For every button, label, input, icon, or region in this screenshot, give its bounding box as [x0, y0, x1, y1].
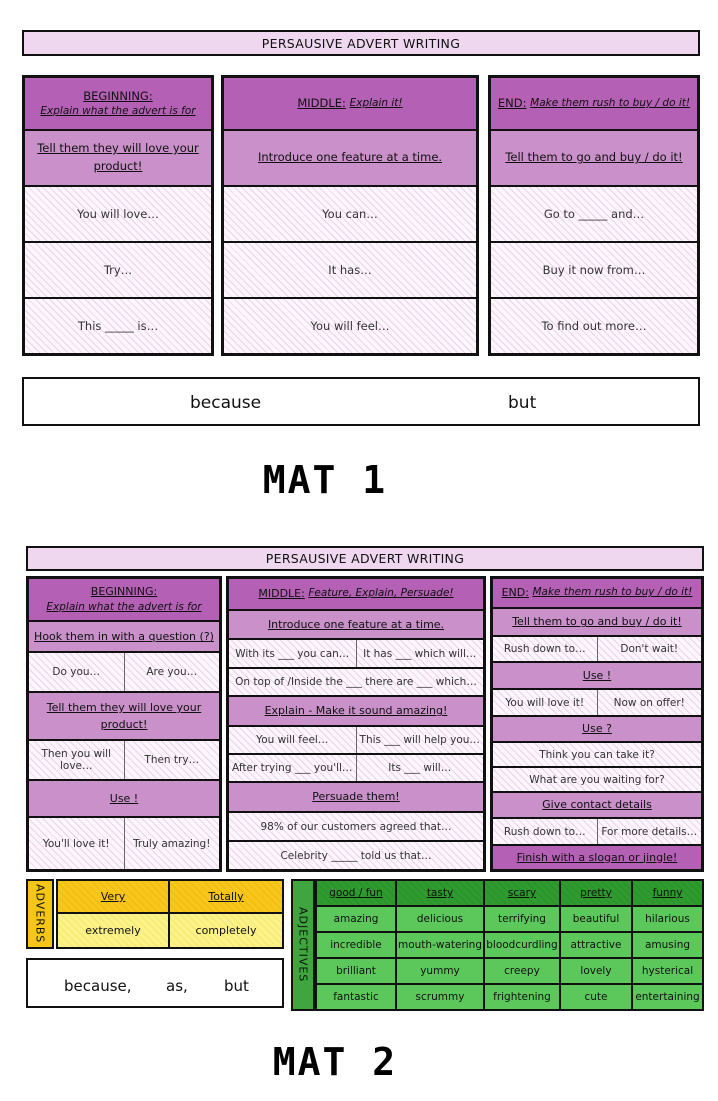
mat1-end-phrase: To find out more… — [491, 299, 697, 353]
mat2-label: MAT 2 — [272, 1040, 398, 1084]
mat2-adverb-header: Very — [58, 881, 170, 914]
mat2-use-exclaim-phrase: You will love it! — [493, 690, 598, 715]
mat1-beginning-heading: BEGINNING: — [83, 88, 153, 103]
mat2-adjectives-grid — [315, 879, 704, 1011]
mat2-beginning-subheading: Explain what the advert is for — [46, 600, 202, 613]
mat1-connectives-box — [22, 377, 700, 426]
mat2-use-question-heading: Use ? — [493, 717, 701, 743]
mat2-adjective-cell: terrifying — [485, 907, 559, 931]
mat2-go-buy-phrases — [493, 637, 701, 663]
mat2-use-exclaim-heading: Use ! — [493, 663, 701, 690]
mat1-connective: but — [508, 393, 537, 413]
mat2-middle-heading: MIDDLE: — [258, 587, 305, 601]
mat2-connective: as, — [166, 977, 188, 995]
mat2-adverbs-label-box — [26, 879, 54, 949]
mat2-adverbs-label: ADVERBS — [33, 884, 47, 944]
mat2-adjective-cell: scrummy — [397, 985, 483, 1009]
mat2-connectives-box — [26, 958, 284, 1008]
mat2-adjective-cell: hilarious — [633, 907, 702, 931]
mat2-persuade-heading: Persuade them! — [229, 783, 483, 813]
mat2-adjectives-label-box — [291, 879, 315, 1011]
mat2-slogan-heading: Finish with a slogan or jingle! — [493, 846, 701, 869]
mat2-explain-phrase: This ___ will help you… — [359, 734, 480, 746]
mat2-adjective-cell: hysterical — [633, 959, 702, 983]
mat2-explain-row1 — [229, 727, 483, 755]
mat2-introduce-phrase: It has ___ which will… — [363, 647, 477, 660]
mat1-end-phrase: Go to _____ and… — [491, 187, 697, 243]
mat2-use-question-phrase: Think you can take it? — [493, 743, 701, 768]
mat2-love-phrases — [29, 741, 219, 781]
mat2-adjective-cell: fantastic — [317, 985, 395, 1009]
mat1-middle-phrase: You will feel… — [224, 299, 476, 353]
mat2-adjective-cell: amusing — [633, 933, 702, 957]
mat2-connective: because, — [64, 977, 132, 995]
mat2-adverb-value: completely — [170, 914, 282, 947]
mat2-adjective-cell: entertaining — [633, 985, 702, 1009]
mat2-adjective-header: scary — [485, 881, 559, 905]
mat1-beginning-instruction: Tell them they will love your product! — [25, 131, 211, 187]
mat2-adjective-cell: incredible — [317, 933, 395, 957]
mat2-adjective-cell: mouth-watering — [397, 933, 483, 957]
mat2-explain-row2 — [229, 755, 483, 783]
mat1-beginning-phrase: This _____ is… — [25, 299, 211, 353]
mat2-beginning-column — [26, 576, 222, 872]
mat2-end-heading: END: — [501, 586, 529, 600]
mat1-connective: because — [190, 393, 262, 413]
mat2-use-exclaim-phrase: Now on offer! — [613, 696, 685, 709]
mat1-end-heading: END: — [497, 96, 527, 111]
mat2-adjective-cell: lovely — [561, 959, 631, 983]
mat2-explain-phrase: Its ___ will… — [388, 762, 452, 774]
mat1-middle-column — [221, 75, 479, 356]
mat2-middle-subheading: Feature, Explain, Persuade! — [308, 587, 454, 600]
mat1-end-column — [488, 75, 700, 356]
mat1-middle-phrase: You can… — [224, 187, 476, 243]
mat2-hook-phrases — [29, 653, 219, 693]
mat2-adverb-value: extremely — [58, 914, 170, 947]
mat2-adjective-header: tasty — [397, 881, 483, 905]
mat2-contact-phrase: Rush down to… — [493, 819, 598, 844]
mat2-adjectives-label: ADJECTIVES — [296, 907, 310, 983]
mat1-beginning-phrase: You will love… — [25, 187, 211, 243]
mat2-hook-phrase: Do you… — [29, 653, 125, 691]
mat2-hook-heading: Hook them in with a question (?) — [29, 622, 219, 653]
mat2-middle-header — [229, 579, 483, 611]
mat2-explain-heading: Explain - Make it sound amazing! — [229, 697, 483, 727]
mat1-end-phrase: Buy it now from… — [491, 243, 697, 299]
mat2-adjective-header: funny — [633, 881, 702, 905]
mat1-middle-heading: MIDDLE: — [297, 96, 346, 111]
mat1-beginning-subheading: Explain what the advert is for — [40, 105, 196, 118]
mat2-use-exclaim-phrases — [493, 690, 701, 717]
mat2-middle-column — [226, 576, 486, 872]
mat2-love-phrase: Then try… — [144, 754, 200, 766]
mat2-connective: but — [224, 977, 249, 995]
mat2-adjective-cell: delicious — [397, 907, 483, 931]
mat2-end-column — [490, 576, 704, 872]
mat2-adjective-header: good / fun — [317, 881, 395, 905]
mat1-middle-phrase: It has… — [224, 243, 476, 299]
mat1-label: MAT 1 — [262, 458, 388, 502]
mat2-use-phrases — [29, 818, 219, 869]
mat1-beginning-column — [22, 75, 214, 356]
mat2-explain-phrase: After trying ___ you'll… — [229, 755, 357, 781]
mat2-contact-phrases — [493, 819, 701, 846]
mat2-adjective-cell: creepy — [485, 959, 559, 983]
mat1-end-instruction: Tell them to go and buy / do it! — [491, 131, 697, 187]
mat2-adjective-header: pretty — [561, 881, 631, 905]
mat2-adverb-header: Totally — [170, 881, 282, 914]
mat2-hook-phrase: Are you… — [146, 666, 198, 678]
mat2-adjective-cell: attractive — [561, 933, 631, 957]
mat1-beginning-header — [25, 78, 211, 131]
mat2-love-heading: Tell them they will love your product! — [29, 693, 219, 741]
mat2-end-header — [493, 579, 701, 609]
mat2-adverbs-grid — [56, 879, 284, 949]
mat2-beginning-heading: BEGINNING: — [90, 584, 158, 598]
mat2-adjective-cell: yummy — [397, 959, 483, 983]
mat2-love-phrase: Then you will love… — [29, 741, 125, 779]
mat2-use-question-phrase: What are you waiting for? — [493, 768, 701, 793]
mat2-introduce-heading: Introduce one feature at a time. — [229, 611, 483, 640]
mat2-persuade-phrase: 98% of our customers agreed that… — [229, 813, 483, 842]
mat1-title: PERSAUSIVE ADVERT WRITING — [22, 30, 700, 56]
mat2-title: PERSAUSIVE ADVERT WRITING — [26, 546, 704, 571]
mat2-go-buy-phrase: Don't wait! — [620, 643, 679, 655]
mat2-contact-heading: Give contact details — [493, 793, 701, 819]
mat2-explain-phrase: You will feel… — [229, 727, 357, 753]
mat2-introduce-row2: On top of /Inside the ___ there are ___ which… — [229, 669, 483, 697]
mat1-middle-instruction: Introduce one feature at a time. — [224, 131, 476, 187]
mat1-beginning-phrase: Try… — [25, 243, 211, 299]
mat2-use-phrase: Truly amazing! — [133, 837, 211, 850]
mat1-end-header — [491, 78, 697, 131]
mat2-contact-phrase: For more details… — [601, 825, 698, 838]
mat2-go-buy-heading: Tell them to go and buy / do it! — [493, 609, 701, 637]
mat2-adjective-cell: brilliant — [317, 959, 395, 983]
mat1-middle-subheading: Explain it! — [349, 96, 403, 109]
mat2-adjective-cell: amazing — [317, 907, 395, 931]
mat2-introduce-row1 — [229, 640, 483, 669]
mat2-use-heading: Use ! — [29, 781, 219, 818]
mat2-persuade-phrase: Celebrity _____ told us that… — [229, 842, 483, 869]
mat2-adjective-cell: frightening — [485, 985, 559, 1009]
mat2-go-buy-phrase: Rush down to… — [493, 637, 598, 661]
mat2-beginning-header — [29, 579, 219, 622]
mat2-adjective-cell: bloodcurdling — [485, 933, 559, 957]
mat2-end-subheading: Make them rush to buy / do it! — [532, 586, 693, 599]
mat1-end-subheading: Make them rush to buy / do it! — [530, 96, 691, 109]
mat2-adjective-cell: cute — [561, 985, 631, 1009]
mat2-use-phrase: You'll love it! — [29, 818, 125, 869]
mat2-introduce-phrase: With its ___ you can… — [229, 640, 357, 667]
mat1-middle-header — [224, 78, 476, 131]
mat2-adjective-cell: beautiful — [561, 907, 631, 931]
